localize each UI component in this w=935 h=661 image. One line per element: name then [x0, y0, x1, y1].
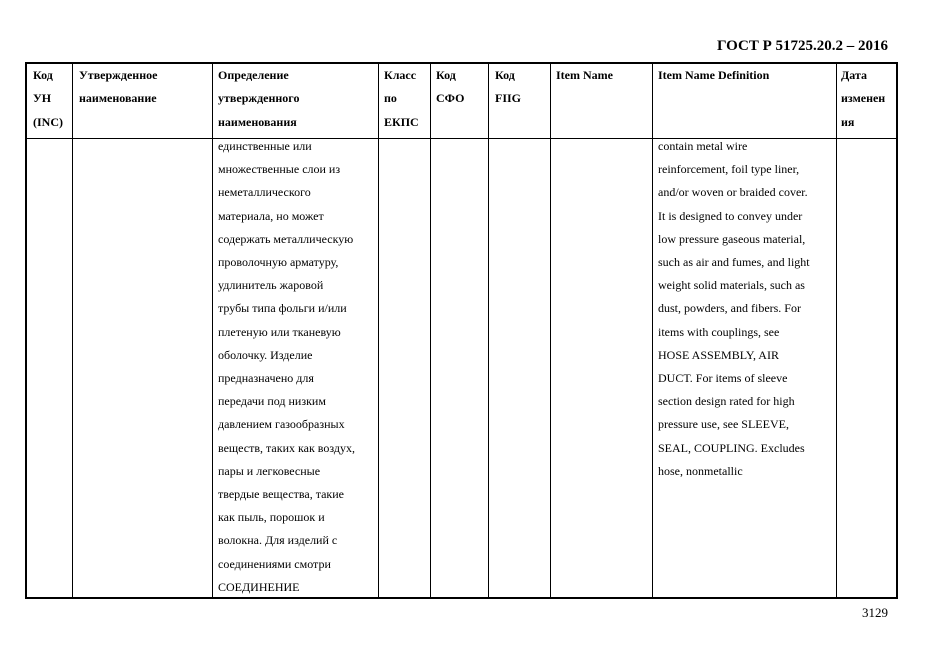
- page-number: 3129: [862, 605, 888, 620]
- definition-line: SEAL, COUPLING. Excludes: [658, 440, 805, 455]
- definition-en-cell: [658, 135, 810, 483]
- definition-line: содержать металлическую: [218, 231, 354, 246]
- column-divider: [652, 64, 653, 597]
- definition-line: weight solid materials, such as: [658, 278, 805, 293]
- header-ekps-class: Класс по ЕКПС: [384, 68, 419, 129]
- definition-line: DUCT. For items of sleeve: [658, 371, 788, 386]
- definition-line: трубы типа фольги и/или: [218, 301, 347, 316]
- definition-line: неметаллического: [218, 185, 311, 200]
- definition-line: единственные или: [218, 139, 312, 153]
- column-divider: [836, 64, 837, 597]
- header-item-name-definition: Item Name Definition: [658, 68, 770, 82]
- definition-line: передачи под низким: [218, 394, 326, 409]
- definition-line: hose, nonmetallic: [658, 463, 743, 478]
- definition-line: section design rated for high: [658, 394, 795, 409]
- definition-line: удлинитель жаровой: [218, 278, 324, 293]
- definition-line: пары и легковесные: [218, 463, 321, 478]
- definition-line: соединениями смотри: [218, 556, 331, 571]
- header-fiig-code: Код FIIG: [495, 68, 522, 106]
- definition-line: предназначено для: [218, 371, 314, 386]
- column-divider: [430, 64, 431, 597]
- definition-line: давлением газообразных: [218, 417, 345, 432]
- data-table: [25, 62, 898, 599]
- column-divider: [550, 64, 551, 597]
- definition-line: как пыль, порошок и: [218, 510, 325, 525]
- header-item-name: Item Name: [556, 68, 613, 82]
- definition-line: items with couplings, see: [658, 324, 780, 339]
- column-divider: [212, 64, 213, 597]
- definition-line: and/or woven or braided cover.: [658, 185, 808, 200]
- document-standard-id: ГОСТ Р 51725.20.2 – 2016: [716, 38, 888, 54]
- column-divider: [488, 64, 489, 597]
- definition-line: плетеную или тканевую: [218, 324, 341, 339]
- definition-line: волокна. Для изделий с: [218, 533, 338, 548]
- header-sfo-code: Код СФО: [436, 68, 465, 106]
- column-divider: [378, 64, 379, 597]
- definition-line: СОЕДИНЕНИЕ: [218, 579, 300, 594]
- definition-line: such as air and fumes, and light: [658, 255, 810, 270]
- definition-line: pressure use, see SLEEVE,: [658, 417, 789, 432]
- definition-line: материала, но может: [218, 208, 324, 223]
- definition-line: HOSE ASSEMBLY, AIR: [658, 347, 779, 362]
- definition-line: It is designed to convey under: [658, 208, 803, 223]
- definition-line: reinforcement, foil type liner,: [658, 162, 800, 177]
- column-divider: [72, 64, 73, 597]
- definition-line: contain metal wire: [658, 139, 748, 153]
- definition-line: оболочку. Изделие: [218, 347, 313, 362]
- definition-line: веществ, таких как воздух,: [218, 440, 356, 455]
- definition-line: множественные слои из: [218, 162, 341, 177]
- definition-ru-cell: [218, 135, 355, 599]
- definition-line: проволочную арматуру,: [218, 255, 339, 270]
- header-change-date: Дата изменен ия: [841, 68, 886, 129]
- header-name-definition: Определение утвержденного наименования: [218, 68, 300, 129]
- definition-line: твердые вещества, такие: [218, 487, 344, 502]
- header-inc-code: Код УН (INC): [33, 68, 63, 129]
- definition-line: dust, powders, and fibers. For: [658, 301, 801, 316]
- header-approved-name: Утвержденное наименование: [79, 68, 158, 106]
- definition-line: low pressure gaseous material,: [658, 231, 806, 246]
